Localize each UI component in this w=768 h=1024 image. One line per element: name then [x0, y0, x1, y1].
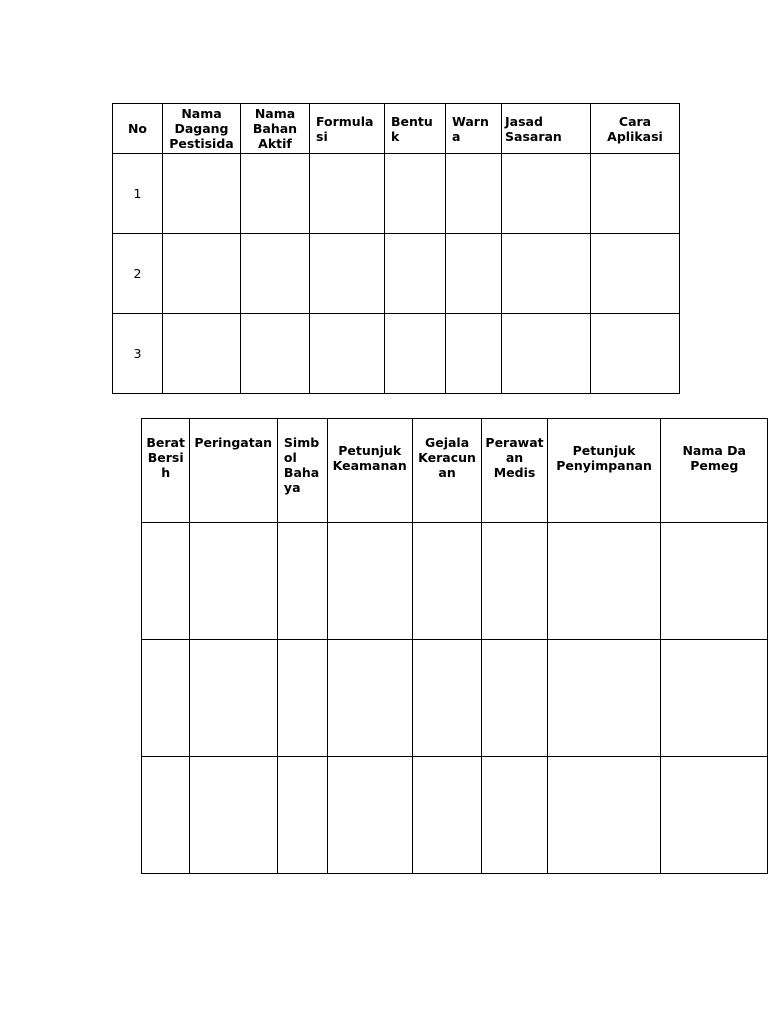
table-cell[interactable]	[482, 757, 547, 874]
table-cell[interactable]	[142, 523, 190, 640]
table-cell[interactable]	[327, 757, 412, 874]
table-cell[interactable]	[412, 523, 482, 640]
table-cell[interactable]	[385, 234, 446, 314]
header-medical-treatment: Perawat an Medis	[482, 419, 547, 523]
table-cell[interactable]	[385, 154, 446, 234]
table-cell[interactable]	[277, 523, 327, 640]
table-cell[interactable]	[142, 640, 190, 757]
table-cell[interactable]	[502, 154, 591, 234]
table-cell[interactable]	[163, 314, 241, 394]
header-registrant-name: Nama Da Pemeg	[661, 419, 768, 523]
header-target-organism: Jasad Sasaran	[502, 104, 591, 154]
table-cell[interactable]	[277, 640, 327, 757]
table-row	[113, 154, 680, 234]
header-application-method: Cara Aplikasi	[591, 104, 680, 154]
table-header-row	[142, 419, 768, 523]
table-cell[interactable]	[163, 234, 241, 314]
table-cell[interactable]	[661, 523, 768, 640]
table-cell[interactable]	[241, 154, 310, 234]
table-header-row	[113, 104, 680, 154]
table-cell[interactable]	[591, 314, 680, 394]
table-row	[113, 234, 680, 314]
row-number-cell: 3	[113, 314, 163, 394]
table-cell[interactable]	[310, 234, 385, 314]
table-cell[interactable]	[241, 234, 310, 314]
table-row	[142, 757, 768, 874]
header-active-ingredient: Nama Bahan Aktif	[241, 104, 310, 154]
table-cell[interactable]	[482, 523, 547, 640]
header-formulation: Formula si	[310, 104, 385, 154]
table-cell[interactable]	[547, 523, 661, 640]
table-cell[interactable]	[412, 757, 482, 874]
table-cell[interactable]	[190, 523, 278, 640]
table-cell[interactable]	[327, 523, 412, 640]
header-form: Bentu k	[385, 104, 446, 154]
table-cell[interactable]	[446, 234, 502, 314]
table-cell[interactable]	[502, 234, 591, 314]
header-safety-instructions: Petunjuk Keamanan	[327, 419, 412, 523]
table-cell[interactable]	[446, 154, 502, 234]
table-cell[interactable]	[310, 154, 385, 234]
pesticide-safety-table	[141, 418, 768, 874]
table-cell[interactable]	[661, 640, 768, 757]
table-cell[interactable]	[591, 154, 680, 234]
table-cell[interactable]	[412, 640, 482, 757]
table-cell[interactable]	[142, 757, 190, 874]
table-cell[interactable]	[310, 314, 385, 394]
header-storage-instructions: Petunjuk Penyimpanan	[547, 419, 661, 523]
row-number-cell: 1	[113, 154, 163, 234]
table-cell[interactable]	[327, 640, 412, 757]
table-cell[interactable]	[661, 757, 768, 874]
table-cell[interactable]	[277, 757, 327, 874]
header-poisoning-symptoms: Gejala Keracun an	[412, 419, 482, 523]
table-cell[interactable]	[190, 757, 278, 874]
table-row	[113, 314, 680, 394]
table-cell[interactable]	[385, 314, 446, 394]
table-cell[interactable]	[190, 640, 278, 757]
header-no: No	[113, 104, 163, 154]
header-warning: Peringatan	[190, 419, 278, 523]
header-trade-name: Nama Dagang Pestisida	[163, 104, 241, 154]
table-cell[interactable]	[241, 314, 310, 394]
header-net-weight: Berat Bersi h	[142, 419, 190, 523]
table-cell[interactable]	[591, 234, 680, 314]
pesticide-identity-table	[112, 103, 680, 394]
table-cell[interactable]	[482, 640, 547, 757]
header-color: Warn a	[446, 104, 502, 154]
table-cell[interactable]	[163, 154, 241, 234]
row-number-cell: 2	[113, 234, 163, 314]
header-hazard-symbol: Simb ol Baha ya	[277, 419, 327, 523]
table-row	[142, 523, 768, 640]
table-cell[interactable]	[446, 314, 502, 394]
table-cell[interactable]	[547, 757, 661, 874]
table-row	[142, 640, 768, 757]
table-cell[interactable]	[547, 640, 661, 757]
table-cell[interactable]	[502, 314, 591, 394]
